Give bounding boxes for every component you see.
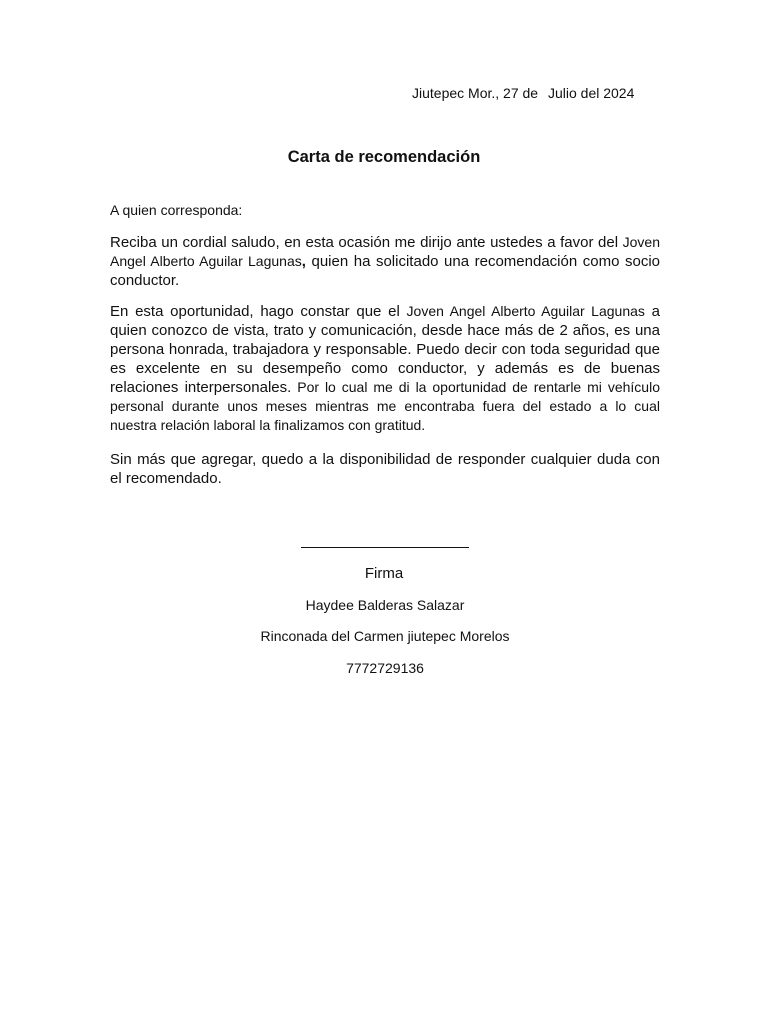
testimony-text-start: En esta oportunidad, hago constar que el [110,303,407,320]
recommended-name: Joven Angel Alberto Aguilar Lagunas [110,234,660,269]
signer-address: Rinconada del Carmen jiutepec Morelos [260,628,510,644]
signature-label: Firma [364,565,404,582]
letter-title: Carta de recomendación [287,148,481,166]
intro-text-end: quien ha solicitado una recomendación como socio conductor. [110,253,660,289]
paragraph-closing: Sin más que agregar, quedo a la disponibilidad de responder cualquier duda con el recomendado. [110,451,660,487]
paragraph-intro [110,233,660,290]
date-month-year: Julio del 2024 [547,85,635,101]
date-line [412,85,712,101]
recommended-name-repeat: Joven Angel Alberto Aguilar Lagunas [406,303,645,319]
signer-phone: 7772729136 [346,660,424,676]
testimony-text-middle: a quien conozco de vista, trato y comunicación, desde hace más de 2 años, es una persona honrada, trabajadora y responsable. Puedo decir con toda seguridad que es excelente en su desempeño como conductor, y además es de buenas relaciones interpersonales. [110,303,660,396]
date-place-day: Jiutepec Mor., 27 de [412,85,539,101]
testimony-text-end: Por lo cual me di la oportunidad de rentarle mi vehículo personal durante unos meses mientras me encontraba fuera del estado a lo cual nuestra relación laboral la finalizamos con gratitud. [110,379,660,433]
intro-text-start: Reciba un cordial saludo, en esta ocasión me dirijo ante ustedes a favor del [110,234,619,251]
salutation: A quien corresponda: [110,202,243,218]
intro-comma: , [301,253,306,270]
signature-line [301,547,469,548]
signer-name: Haydee Balderas Salazar [305,597,465,613]
paragraph-testimony [110,302,660,435]
